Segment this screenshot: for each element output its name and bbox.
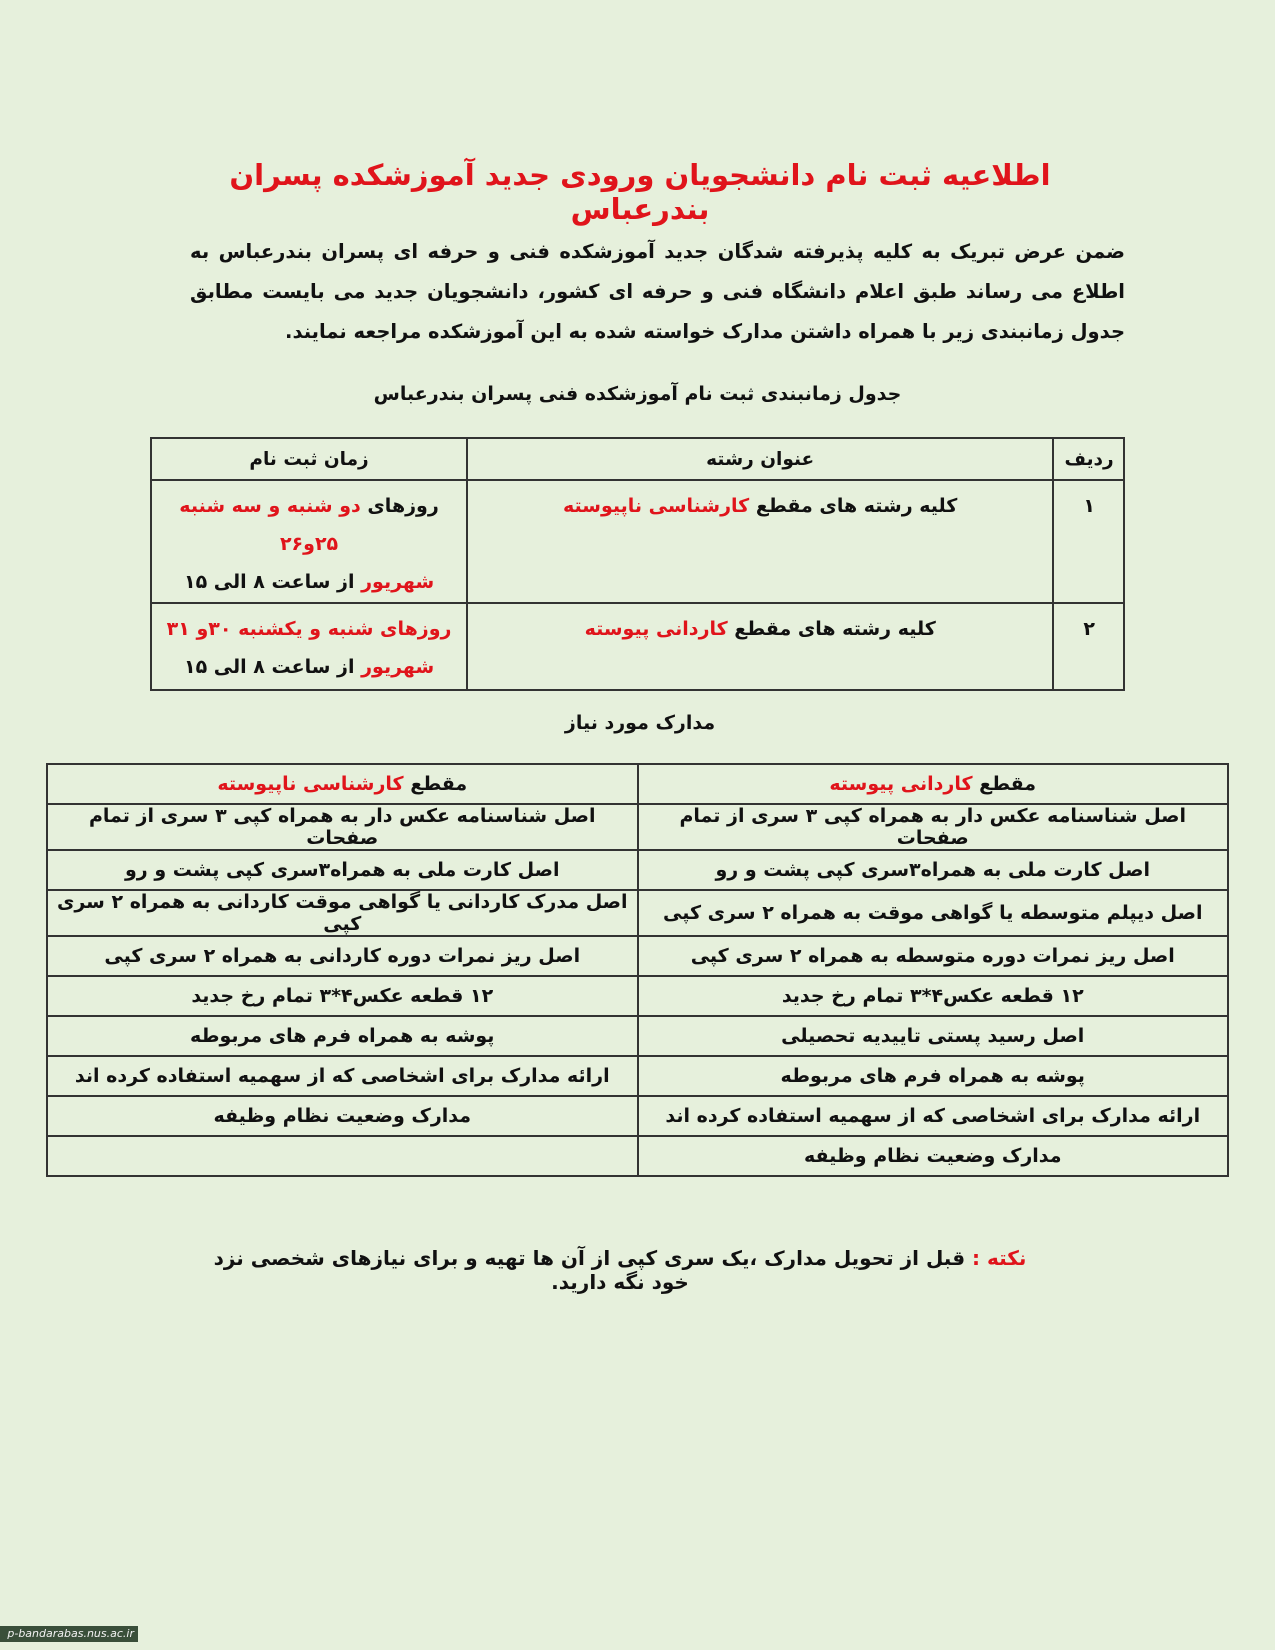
note-text: قبل از تحویل مدارک ،یک سری کپی از آن ها تهیه و برای نیازهای شخصی نزد خود نگه دارید. (213, 1246, 973, 1294)
schedule-row (151, 603, 1124, 690)
note (200, 1246, 1040, 1294)
time-days: دو شنبه و سه شنبه ۲۵و۲۶ (179, 495, 361, 555)
documents-row (47, 1096, 1228, 1136)
time-month: شهریور (361, 656, 435, 678)
registration-time (151, 603, 467, 690)
header-bachelor-degree (47, 764, 638, 804)
time-part-a: روزهای (360, 495, 439, 517)
field-title-highlight: کاردانی پیوسته (584, 618, 728, 640)
schedule-header-row (151, 438, 1124, 480)
field-title-prefix: کلیه رشته های مقطع (727, 618, 936, 640)
documents-row (47, 890, 1228, 936)
time-month: شهریور (361, 571, 435, 593)
bachelor-doc: پوشه به همراه فرم های مربوطه (47, 1016, 638, 1056)
schedule-row (151, 480, 1124, 603)
bachelor-doc: اصل کارت ملی به همراه۳سری کپی پشت و رو (47, 850, 638, 890)
documents-caption: مدارک مورد نیاز (564, 712, 716, 734)
associate-doc: اصل ریز نمرات دوره متوسطه به همراه ۲ سری کپی (638, 936, 1229, 976)
documents-table (46, 763, 1229, 1177)
header-field-title: عنوان رشته (467, 438, 1053, 480)
documents-header-row (47, 764, 1228, 804)
header-prefix: مقطع (403, 773, 468, 795)
field-title-highlight: کارشناسی ناپیوسته (562, 495, 750, 517)
watermark-link[interactable]: p-bandarabas.nus.ac.ir (0, 1626, 138, 1642)
documents-row (47, 936, 1228, 976)
registration-time (151, 480, 467, 603)
intro-paragraph: ضمن عرض تبریک به کلیه پذیرفته شدگان جدید آموزشکده فنی و حرفه ای پسران بندرعباس به اطلاع می رساند طبق اعلام دانشگاه فنی و حرفه ای کشور، دانشجویان جدید می بایست مطابق جدول زمانبندی زیر با همراه داشتن مدارک خواسته شده به این آموزشکده مراجعه نمایند. (190, 240, 1125, 343)
bachelor-doc (47, 1136, 638, 1176)
schedule-caption: جدول زمانبندی ثبت نام آموزشکده فنی پسران بندرعباس (373, 383, 902, 405)
header-highlight: کارشناسی ناپیوسته (217, 773, 404, 795)
note-label: نکته : (972, 1246, 1027, 1270)
header-prefix: مقطع (972, 773, 1037, 795)
time-hours: از ساعت ۸ الی ۱۵ (183, 656, 362, 678)
bachelor-doc: ۱۲ قطعه عکس۴*۳ تمام رخ جدید (47, 976, 638, 1016)
row-number: ۱ (1053, 480, 1124, 603)
associate-doc: اصل شناسنامه عکس دار به همراه کپی ۳ سری از تمام صفحات (638, 804, 1229, 850)
associate-doc: ارائه مدارک برای اشخاصی که از سهمیه استفاده کرده اند (638, 1096, 1229, 1136)
header-row-number: ردیف (1053, 438, 1124, 480)
associate-doc: ۱۲ قطعه عکس۴*۳ تمام رخ جدید (638, 976, 1229, 1016)
schedule-table (150, 437, 1125, 691)
documents-row (47, 1136, 1228, 1176)
associate-doc: اصل کارت ملی به همراه۳سری کپی پشت و رو (638, 850, 1229, 890)
page-title: اطلاعیه ثبت نام دانشجویان ورودی جدید آموزشکده پسران بندرعباس (229, 158, 1051, 226)
associate-doc: اصل دیپلم متوسطه یا گواهی موقت به همراه ۲ سری کپی (638, 890, 1229, 936)
documents-row (47, 850, 1228, 890)
bachelor-doc: مدارک وضعیت نظام وظیفه (47, 1096, 638, 1136)
documents-row (47, 1056, 1228, 1096)
row-number: ۲ (1053, 603, 1124, 690)
bachelor-doc: اصل ریز نمرات دوره کاردانی به همراه ۲ سری کپی (47, 936, 638, 976)
documents-row (47, 1016, 1228, 1056)
field-title (467, 480, 1053, 603)
header-highlight: کاردانی پیوسته (829, 773, 973, 795)
time-hours: از ساعت ۸ الی ۱۵ (183, 571, 362, 593)
field-title-prefix: کلیه رشته های مقطع (749, 495, 958, 517)
time-days: روزهای شنبه و یکشنبه ۳۰و ۳۱ (166, 618, 452, 640)
field-title (467, 603, 1053, 690)
associate-doc: پوشه به همراه فرم های مربوطه (638, 1056, 1229, 1096)
header-registration-time: زمان ثبت نام (151, 438, 467, 480)
header-associate-degree (638, 764, 1229, 804)
documents-row (47, 976, 1228, 1016)
associate-doc: اصل رسید پستی تاییدیه تحصیلی (638, 1016, 1229, 1056)
documents-row (47, 804, 1228, 850)
associate-doc: مدارک وضعیت نظام وظیفه (638, 1136, 1229, 1176)
bachelor-doc: ارائه مدارک برای اشخاصی که از سهمیه استفاده کرده اند (47, 1056, 638, 1096)
bachelor-doc: اصل شناسنامه عکس دار به همراه کپی ۳ سری از تمام صفحات (47, 804, 638, 850)
bachelor-doc: اصل مدرک کاردانی یا گواهی موقت کاردانی به همراه ۲ سری کپی (47, 890, 638, 936)
